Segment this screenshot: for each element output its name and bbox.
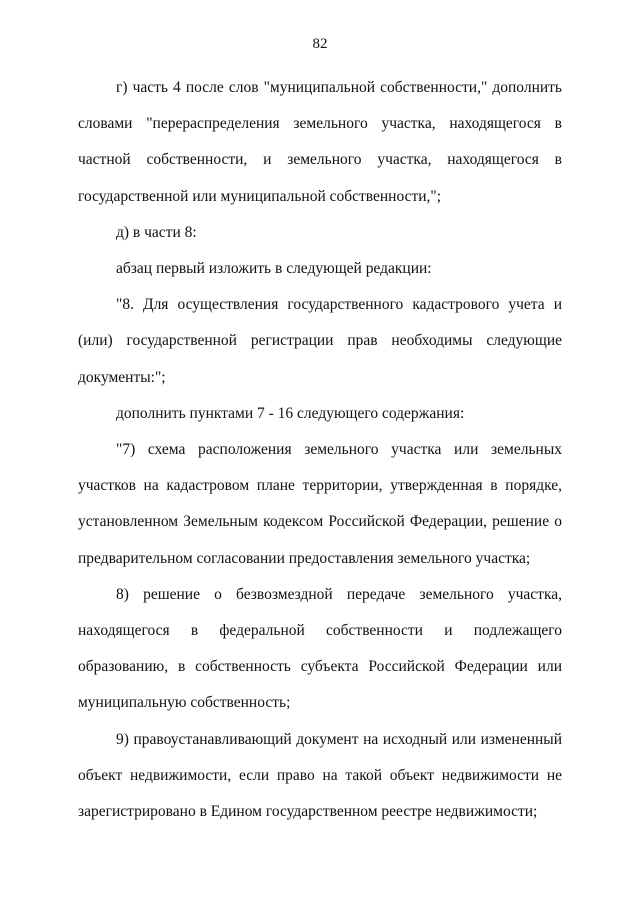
paragraph-amendment-g: г) часть 4 после слов "муниципальной собственности," дополнить словами "перераспределения земельного участка, находящегося в частной собственности, и земельного участка, находящегося в государственной или муниципальной собственности,"; xyxy=(78,79,562,205)
paragraph-point-8: "8. Для осуществления государственного кадастрового учета и (или) государственной регистрации прав необходимы следующие документы:"; xyxy=(78,296,562,386)
paragraph-first-abzac: абзац первый изложить в следующей редакции: xyxy=(116,260,432,278)
paragraph-item-9: 9) правоустанавливающий документ на исходный или измененный объект недвижимости, если право на такой объект недвижимости не зарегистрировано в Едином государственном реестре недвижимости; xyxy=(78,730,562,821)
paragraph-item-8: 8) решение о безвозмездной передаче земельного участка, находящегося в федеральной собственности и подлежащего образованию, в собственность субъекта Российской Федерации или муниципальную собственность; xyxy=(78,585,562,712)
document-body xyxy=(78,70,562,830)
paragraph-amendment-d: д) в части 8: xyxy=(116,223,197,241)
paragraph-item-7: "7) схема расположения земельного участка или земельных участков на кадастровом плане территории, утвержденная в порядке, установленном Земельным кодексом Российской Федерации, решение о предварительном согласовании предоставления земельного участка; xyxy=(78,441,562,567)
page-number: 82 xyxy=(312,36,328,52)
paragraph-add-points: дополнить пунктами 7 - 16 следующего содержания: xyxy=(116,404,465,422)
